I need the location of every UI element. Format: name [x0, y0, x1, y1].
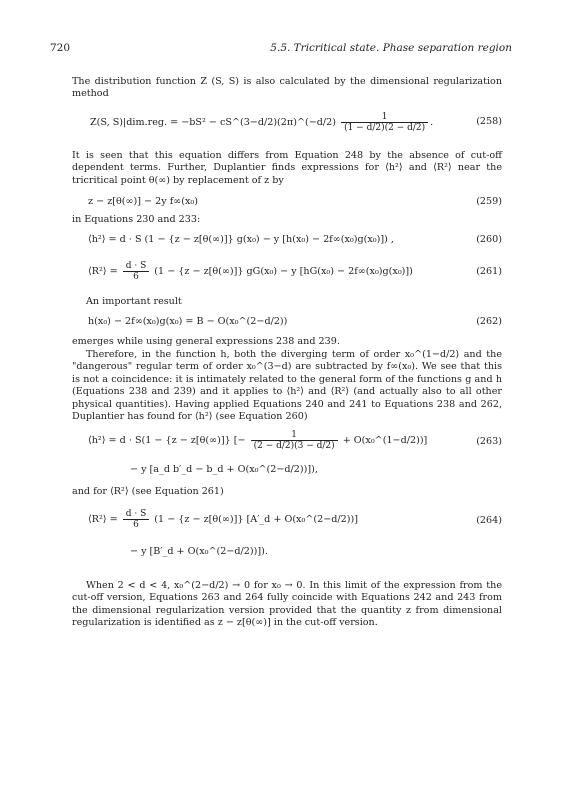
equation-260 [72, 234, 502, 252]
paragraph-emerges: emerges while using general expressions 238 and 239. [72, 336, 340, 347]
paragraph-important-result: An important result [86, 296, 182, 307]
paragraph-when: When 2 < d < 4, x₀^(2−d/2) → 0 for x₀ → 0. In this limit of the expression from the cut-off version, Equations 263 and 264 fully coincide with Equations 242 and 243 from the dimensional regularization version provided that the quantity z from dimensional regularization is identified as z − z[θ(∞)] in the cut-off version. [72, 580, 502, 629]
eq263-denominator: (2 − d/2)(3 − d/2) [253, 441, 335, 451]
eq261-denominator: 6 [133, 272, 139, 282]
eq261-label: (261) [476, 266, 502, 277]
eq264-numerator: d · S [123, 509, 150, 520]
eq264-rest: (1 − {z − z[θ(∞)]} [A′_d + O(x₀^(2−d/2))] [154, 514, 358, 525]
eq261-rest: (1 − {z − z[θ(∞)]} gG(x₀) − y [hG(x₀) − 2f∞(x₀)g(x₀)]) [154, 266, 413, 277]
eq264-denominator: 6 [133, 520, 139, 530]
eq264-fraction [123, 509, 150, 530]
eq260-label: (260) [476, 234, 502, 245]
eq259-body: z − z[θ(∞)] − 2y f∞(x₀) [88, 196, 198, 207]
eq258-fraction [341, 112, 428, 133]
eq261-lhs: ⟨R²⟩ = [88, 266, 118, 277]
eq263-lhs: ⟨h²⟩ = d · S(1 − {z − z[θ(∞)]} [− [88, 435, 246, 446]
running-head: 5.5. Tricritical state. Phase separation region [270, 42, 512, 54]
equation-262 [72, 316, 502, 334]
eq264-lhs: ⟨R²⟩ = [88, 514, 118, 525]
eq259-label: (259) [476, 196, 502, 207]
eq262-body: h(x₀) − 2f∞(x₀)g(x₀) = B − O(x₀^(2−d/2)) [88, 316, 288, 327]
paragraph-duplantier: It is seen that this equation differs from Equation 248 by the absence of cut-off dependent terms. Further, Duplantier finds expressions for ⟨h²⟩ and ⟨R²⟩ near the tricritical point θ(∞) by replacement of z by [72, 150, 502, 186]
eq258-lhs: Z(S, S)|dim.reg. = −bS² − cS^(3−d/2)(2π)^(−d/2) [90, 117, 336, 128]
eq258-numerator: 1 [341, 112, 428, 123]
equation-263-line2 [72, 464, 502, 482]
eq260-body: ⟨h²⟩ = d · S (1 − {z − z[θ(∞)]} g(x₀) − y [h(x₀) − 2f∞(x₀)g(x₀)]) , [88, 234, 394, 245]
eq263-fraction [251, 430, 338, 451]
eq261-fraction [123, 261, 150, 282]
paragraph-intro: The distribution function Z (S, S) is also calculated by the dimensional regularization method [72, 76, 502, 100]
paragraph-therefore: Therefore, in the function h, both the diverging term of order x₀^(1−d/2) and the "dangerous" regular term of order x₀^(3−d) are subtracted by f∞(x₀). We see that this is not a coincidence: it is intimately related to the general form of the functions g and h (Equations 238 and 239) and it applies to ⟨h²⟩ and ⟨R²⟩ (and actually also to all other physical quantities). Having applied Equations 240 and 241 to Equations 238 and 262, Duplantier has found for ⟨h²⟩ (see Equation 260) [72, 349, 502, 423]
eq263-line2: − y [a_d b′_d − b_d + O(x₀^(2−d/2))]), [130, 464, 318, 475]
paragraph-and-for: and for ⟨R²⟩ (see Equation 261) [72, 486, 224, 497]
eq263-label: (263) [476, 436, 502, 447]
eq264-label: (264) [476, 515, 502, 526]
equation-264 [72, 506, 502, 536]
eq258-denominator: (1 − d/2)(2 − d/2) [344, 123, 426, 133]
paragraph-equations-ref: in Equations 230 and 233: [72, 214, 201, 225]
eq261-numerator: d · S [123, 261, 150, 272]
equation-258 [72, 106, 502, 132]
eq263-rest: + O(x₀^(1−d/2))] [342, 435, 428, 446]
equation-259 [72, 196, 502, 214]
eq262-label: (262) [476, 316, 502, 327]
eq258-label: (258) [476, 116, 502, 127]
equation-264-line2 [72, 546, 502, 564]
equation-261 [72, 258, 502, 286]
eq258-tail: . [430, 117, 434, 128]
eq263-numerator: 1 [251, 430, 338, 441]
equation-263 [72, 426, 502, 456]
page-number: 720 [50, 42, 71, 54]
eq264-line2: − y [B′_d + O(x₀^(2−d/2))]). [130, 546, 268, 557]
running-header [50, 42, 512, 56]
